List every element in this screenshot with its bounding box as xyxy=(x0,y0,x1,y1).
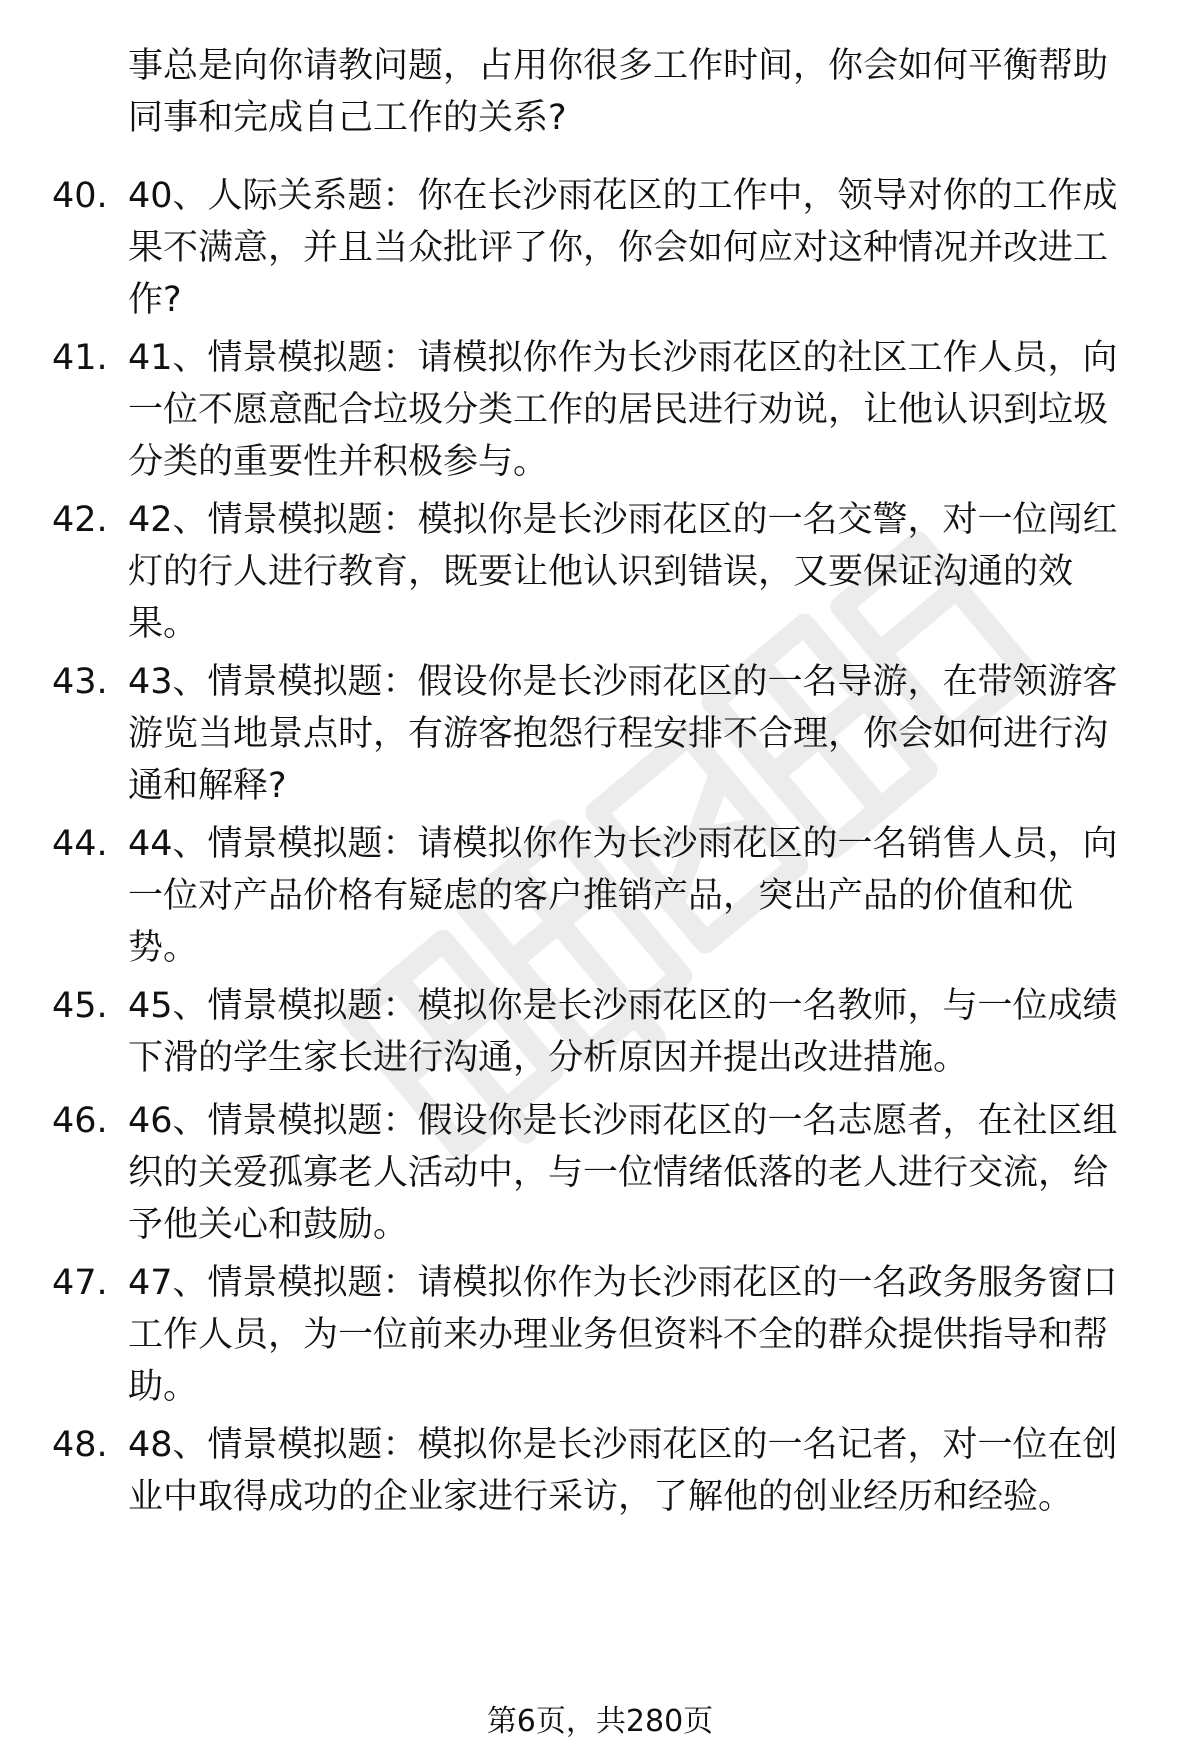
item-text xyxy=(128,170,1150,326)
item-line: 游览当地景点时，有游客抱怨行程安排不合理，你会如何进行沟 xyxy=(128,714,1109,754)
item-line: 41、情景模拟题：请模拟你作为长沙雨花区的社区工作人员，向 xyxy=(128,338,1118,378)
item-line: 47、情景模拟题：请模拟你作为长沙雨花区的一名政务服务窗口 xyxy=(128,1263,1118,1303)
item-text xyxy=(128,1095,1150,1251)
item-line: 织的关爱孤寡老人活动中，与一位情绪低落的老人进行交流，给 xyxy=(128,1153,1109,1193)
item-line: 势。 xyxy=(128,928,199,968)
item-number: 48. xyxy=(52,1425,108,1465)
item-line: 48、情景模拟题：模拟你是长沙雨花区的一名记者，对一位在创 xyxy=(128,1425,1118,1465)
item-number: 47. xyxy=(52,1263,108,1303)
item-number: 40. xyxy=(52,176,108,216)
item-line: 果。 xyxy=(128,604,199,644)
item-line: 助。 xyxy=(128,1367,199,1407)
item-text xyxy=(128,656,1150,812)
item-line: 通和解释? xyxy=(128,766,287,806)
item-text xyxy=(128,332,1150,488)
item-line: 一位对产品价格有疑虑的客户推销产品，突出产品的价值和优 xyxy=(128,876,1074,916)
item-line: 业中取得成功的企业家进行采访，了解他的创业经历和经验。 xyxy=(128,1477,1074,1517)
item-line: 44、情景模拟题：请模拟你作为长沙雨花区的一名销售人员，向 xyxy=(128,824,1118,864)
item-line: 予他关心和鼓励。 xyxy=(128,1205,409,1245)
item-line: 作? xyxy=(128,280,182,320)
item-line: 42、情景模拟题：模拟你是长沙雨花区的一名交警，对一位闯红 xyxy=(128,500,1118,540)
item-number: 42. xyxy=(52,500,108,540)
item-number: 44. xyxy=(52,824,108,864)
item-text xyxy=(128,494,1150,650)
item-line: 46、情景模拟题：假设你是长沙雨花区的一名志愿者，在社区组 xyxy=(128,1101,1118,1141)
item-line: 事总是向你请教问题，占用你很多工作时间，你会如何平衡帮助 xyxy=(128,46,1109,86)
item-line: 灯的行人进行教育，既要让他认识到错误，又要保证沟通的效 xyxy=(128,552,1074,592)
item-number: 41. xyxy=(52,338,108,378)
item-text xyxy=(128,40,1150,144)
item-text xyxy=(128,818,1150,974)
page-number: 第6页，共280页 xyxy=(486,1704,714,1739)
item-line: 43、情景模拟题：假设你是长沙雨花区的一名导游，在带领游客 xyxy=(128,662,1118,702)
item-text xyxy=(128,980,1150,1084)
item-text xyxy=(128,1419,1150,1523)
item-line: 分类的重要性并积极参与。 xyxy=(128,442,549,482)
item-number: 45. xyxy=(52,986,108,1026)
item-line: 同事和完成自己工作的关系? xyxy=(128,98,567,138)
item-line: 一位不愿意配合垃圾分类工作的居民进行劝说，让他认识到垃圾 xyxy=(128,390,1109,430)
item-number: 43. xyxy=(52,662,108,702)
item-line: 下滑的学生家长进行沟通，分析原因并提出改进措施。 xyxy=(128,1038,969,1078)
item-number: 46. xyxy=(52,1101,108,1141)
item-line: 果不满意，并且当众批评了你，你会如何应对这种情况并改进工 xyxy=(128,228,1109,268)
item-line: 40、人际关系题：你在长沙雨花区的工作中，领导对你的工作成 xyxy=(128,176,1118,216)
item-line: 45、情景模拟题：模拟你是长沙雨花区的一名教师，与一位成绩 xyxy=(128,986,1118,1026)
item-line: 工作人员，为一位前来办理业务但资料不全的群众提供指导和帮 xyxy=(128,1315,1109,1355)
item-text xyxy=(128,1257,1150,1413)
